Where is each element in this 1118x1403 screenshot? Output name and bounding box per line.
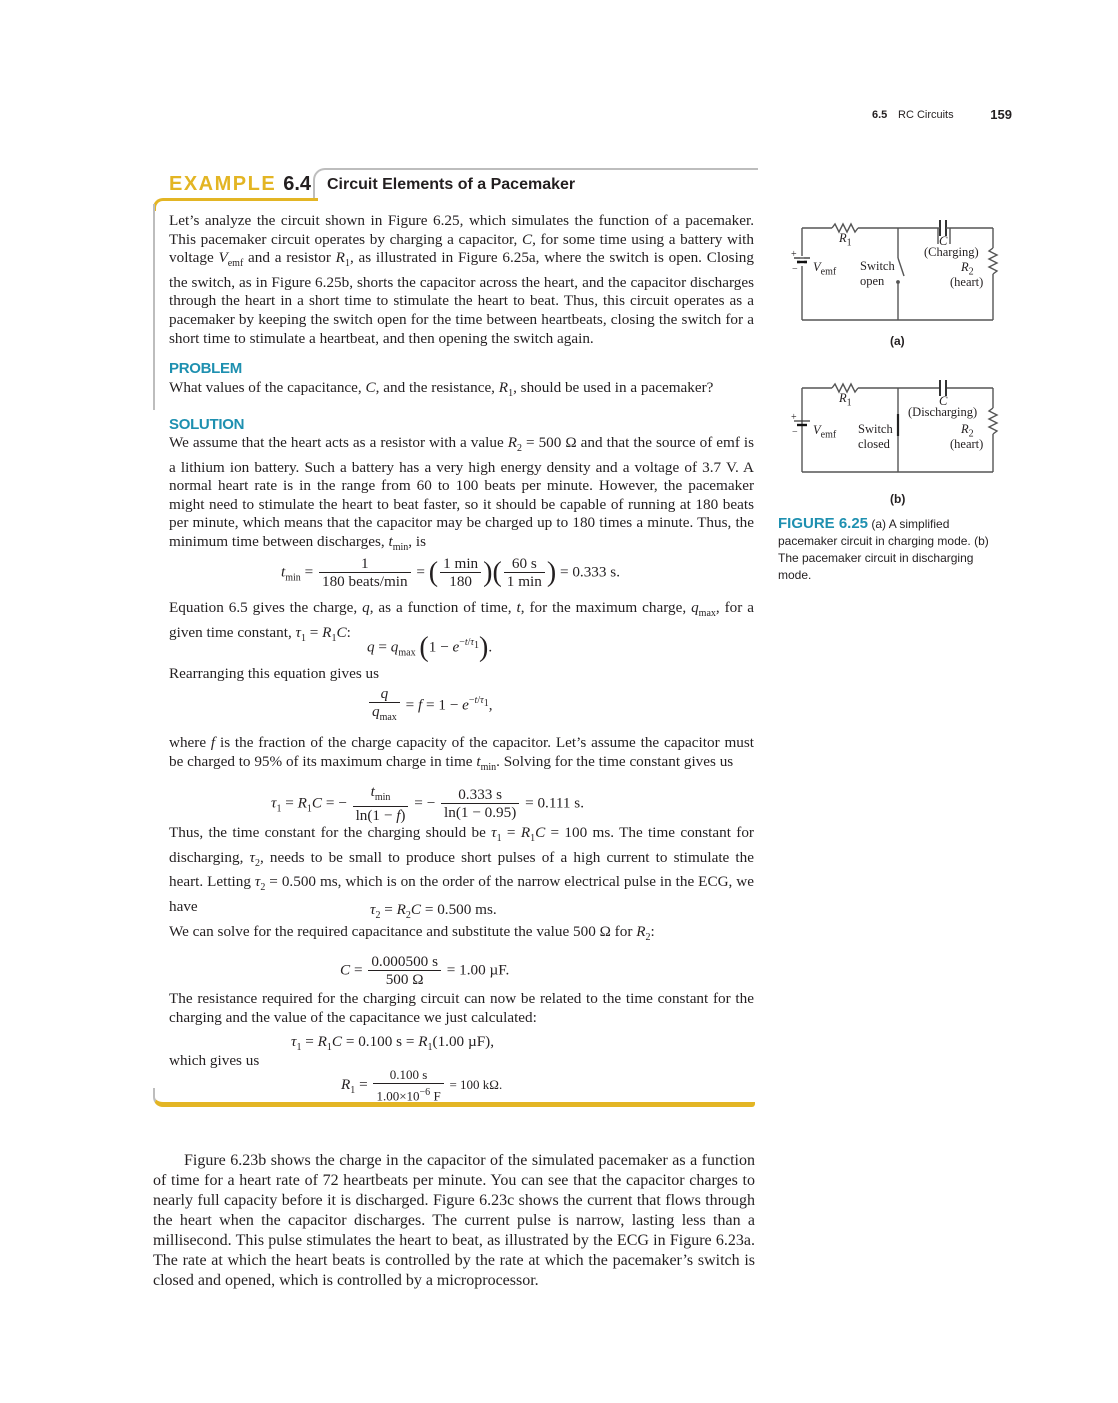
main-paragraph-text: Figure 6.23b shows the charge in the capacitor of the simulated pacemaker as a function of time for a heart rate of 72 heartbeats per minute. You can see that the capacitor charges to nearly full capacity before it is discharged. Figure 6.23c shows the current that flows through the heart when the capacitor discharges. The current pulse is narrow, lasting less than a millisecond. This pulse stimulates the heart to beat, as illustrated by the ECG in Figure 6.23a. The rate at which the heart beats is controlled by the rate at which the pacemaker’s switch is closed and opened, which is controlled by a microprocessor. [153,1152,755,1289]
label-vemf: $V_{emf}$ [813,260,837,278]
eq-tau1-result: = 0.111 s. [525,794,584,812]
label-switch-state: closed [858,437,890,451]
rearranging-text: Rearranging this equation gives us [169,665,380,682]
eq-tmin-lhs: t [281,563,286,581]
eq-tmin-frac1 [319,556,411,590]
label-switch-state: open [860,274,885,288]
equation-r1: $R_1$ = $\frac{0.100 s}{1.00\times 10^{-6} F}$ = 100 kΩ. [341,1067,503,1104]
solution-paragraph-2: Equation 6.5 gives the charge, q, as a function of time, t, for the maximum charge, $q_{max}$, for a given time constant, $\tau_1 = R_1C$: [169,599,755,644]
example-box [153,168,756,1124]
equation-capacitance: C = $\frac{0.000500 s}{500 \Omega}$ = 1.00 µF. [340,953,510,988]
panel-tag-a: (a) [890,334,905,348]
solution-paragraph-5: We can solve for the required capacitance and substitute the value 500 Ω for $R_2$: [169,923,655,944]
page-number: 159 [990,107,1012,122]
eq-tmin-result: = 0.333 s. [559,563,620,581]
minus-sign: − [792,264,798,275]
eq-tmin-lhs-sub: min [285,572,301,584]
equation-tau2: $\tau_2 = R_2C = 0.500$ ms. [370,901,497,922]
frac-den: 180 beats/min [321,573,408,590]
frac-den: 180 [449,573,473,590]
eq-r1-result: = 100 kΩ. [449,1077,503,1093]
problem-heading: PROBLEM [169,360,242,377]
running-header [872,107,1012,125]
section-title: RC Circuits [898,109,954,121]
label-r1: $R_1$ [839,231,852,249]
frac-den: 1 min [506,573,542,590]
eq-tmin-frac2 [440,556,481,590]
example-label-number: 6.4 [283,173,312,195]
label-capacitor: C [939,234,948,248]
figure-6-25-a [790,210,1000,350]
frac-num: 0.333 s [441,787,519,804]
solution-paragraph-3: where f is the fraction of the charge capacity of the capacitor. Let’s assume the capacitor must be charged to 95% of its maximum charge in time $t_{min}$. Solving for the time constant gives us [169,734,754,773]
solution-heading: SOLUTION [169,416,245,433]
frac-den: ln(1 − 0.95) [444,804,517,822]
equation-tmin: $t_{min}$ = $\frac{1}{\text{180 beats/min}}$ = ( $\frac{1 \min}{180}$ )( $\frac{60 s}{1 \min}$ ) = 0.333 s. [281,555,620,590]
frac-num: 1 min [440,556,481,573]
label-r2: $R_2$ [961,422,974,440]
frac-num: 0.000500 s [368,954,441,971]
equation-tau1: $\tau_1 = R_1C$ = − $\frac{t_{min}}{\ln(1 - f)}$ = − $\frac{0.333 s}{\ln(1 - 0.95)}$ = 0.111 s. [271,783,584,825]
main-paragraph [153,1151,755,1291]
problem-text: What values of the capacitance, C, and the resistance, $R_1$, should be used in a pacemaker? [169,379,714,400]
equation-charge: $q = q_{max}$ $(1 - e^{-t/\tau_1})$. [367,632,493,663]
label-vemf: $V_{emf}$ [813,423,837,441]
example-label-word: EXAMPLE [169,173,277,195]
frac-num: 60 s [504,556,545,573]
eq-tmin-frac3 [504,556,545,590]
example-intro: Let’s analyze the circuit shown in Figure 6.25, which simulates the function of a pacemaker. This pacemaker circuit operates by charging a capacitor, C, for some time using a battery with voltage $V_{emf}$ and a resistor $R_1$, as illustrated in Figure 6.25a, where the switch is open. Closing the switch, as in Figure 6.25b, shorts the capacitor across the heart, and the capacitor discharges through the heart in a short time to stimulate the heart to beat. Thus, this circuit operates as a pacemaker by keeping the switch open for the time between heartbeats, closing the switch for a short time to stimulate a heartbeat, and then opening the switch again. [169,212,754,347]
solution-paragraph-1: We assume that the heart acts as a resistor with a value $R_2 = 500$ Ω and that the source of emf is a lithium ion battery. Such a battery has a very high energy density and a voltage of 3.7 V. A normal heart rate is in the range from 60 to 100 beats per minute. However, the pacemaker might need to stimulate the heart to beat faster, so it should be capable of running at 180 beats per minute, which means that the capacitor may be charged up to 180 times a minute. Thus, the minimum time between discharges, $t_{min}$, is [169,434,755,554]
label-heart: (heart) [950,437,984,451]
label-capacitor-state: (Discharging) [908,405,978,419]
minus-sign: − [792,427,798,438]
frac-num: 0.100 s [373,1067,443,1084]
label-switch: Switch [860,259,895,273]
which-gives-text: which gives us [169,1052,260,1069]
example-left-border [153,204,155,410]
eq-c-result: = 1.00 µF. [446,961,510,979]
plus-sign: + [791,249,797,260]
label-capacitor-state: (Charging) [924,245,979,259]
equation-tau1-r1: $\tau_1 = R_1C = 0.100$ $s = R_1(1.00$ µF), [291,1033,494,1054]
figure-caption-label: FIGURE 6.25 [778,515,869,532]
example-title: Circuit Elements of a Pacemaker [327,176,576,193]
figure-caption-text: (a) A simplified pacemaker circuit in charging mode. (b) The pacemaker circuit in discharging mode. [778,517,989,582]
label-switch: Switch [858,422,893,436]
section-number: 6.5 [872,109,888,121]
example-label-underline [153,198,318,211]
label-r2: $R_2$ [961,260,974,278]
label-r1: $R_1$ [839,391,852,409]
frac-den: 500 Ω [385,971,424,988]
figure-6-25-b [790,378,1000,508]
solution-paragraph-6: The resistance required for the charging circuit can now be related to the time constant for the charging and the value of the capacitance we just calculated: [169,990,754,1026]
plus-sign: + [791,412,797,423]
frac-num: 1 [319,556,411,573]
label-capacitor: C [939,394,948,408]
solution-paragraph-4: Thus, the time constant for the charging should be $\tau_1 = R_1C = 100$ ms. The time constant for discharging, $\tau_2$, needs to be small to produce short pulses of a high current to stimulate the heart. Letting $\tau_2 = 0.500$ ms, which is on the order of the narrow electrical pulse in the ECG, we have [169,824,755,915]
label-heart: (heart) [950,275,984,289]
example-label [169,173,311,196]
panel-tag-b: (b) [890,492,906,506]
equation-fraction: $\frac{q}{q_{max}}$ = $f = 1 - e^{-t/\tau_1}$, [367,686,492,726]
figure-caption [778,515,1008,584]
